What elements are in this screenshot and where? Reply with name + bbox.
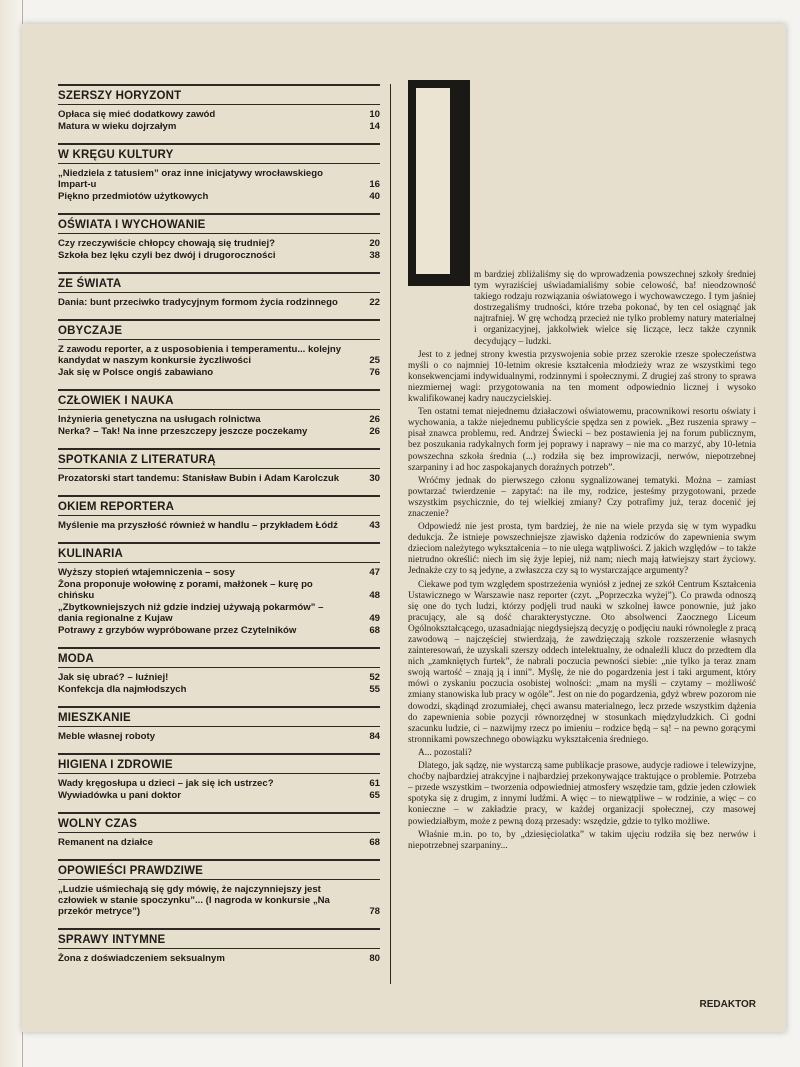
toc-entry-page: 80	[369, 953, 380, 964]
toc-entry	[58, 191, 380, 202]
toc-section	[58, 84, 380, 141]
toc-entry-page: 55	[369, 684, 380, 695]
toc-gap	[58, 849, 380, 857]
drop-cap-inner	[416, 88, 450, 274]
toc-section	[58, 753, 380, 810]
toc-entry-page: 52	[369, 672, 380, 683]
toc-entry-title: Meble własnej roboty	[58, 731, 156, 742]
toc-entry	[58, 884, 380, 917]
toc-section	[58, 213, 380, 270]
toc-entry-title: Żona proponuje wołowinę z porami, małżonek – kurę po chińsku	[58, 579, 313, 601]
toc-entry	[58, 520, 380, 531]
toc-entry	[58, 579, 380, 601]
toc-section-heading: OPOWIEŚCI PRAWDZIWE	[58, 861, 380, 880]
toc-entry-title: Z zawodu reporter, a z usposobienia i temperamentu... kolejny kandydat w naszym konkursie życzliwości	[58, 344, 342, 366]
toc-entry-title: Opłaca się mieć dodatkowy zawód	[58, 109, 216, 120]
toc-section	[58, 272, 380, 317]
toc-entry-title: Piękno przedmiotów użytkowych	[58, 191, 209, 202]
toc-entry-title: Potrawy z grzybów wypróbowane przez Czytelników	[58, 625, 297, 636]
toc-gap	[58, 802, 380, 810]
editorial-paragraph: A... pozostali?	[418, 747, 472, 758]
toc-entry-page: 26	[369, 426, 380, 437]
toc-section-heading: MIESZKANIE	[58, 708, 380, 727]
editorial-text	[408, 270, 756, 852]
editorial-paragraph: Wróćmy jednak do pierwszego członu sygnalizowanej tematyki. Można – zamiast powtarzać twierdzenie – zapytać: na ile my, rodzice, jesteśmy przygotowani, przede wszystkim psychicznie, do tej wielkiej zmiany? Czy potrafimy już, teraz docenić jej znaczenie?	[408, 475, 756, 519]
toc-section-heading: WOLNY CZAS	[58, 814, 380, 833]
editorial-column	[408, 80, 756, 1020]
toc-entry-page: 20	[369, 238, 380, 249]
toc-entry	[58, 238, 380, 249]
toc-entry-page: 40	[369, 191, 380, 202]
toc-gap	[58, 532, 380, 540]
toc-entry-page: 26	[369, 414, 380, 425]
toc-entry	[58, 625, 380, 636]
editorial-paragraph: m bardziej zbliżaliśmy się do wprowadzenia powszechnej szkoły średniej tym wyraziściej uświadamialiśmy sobie celowość, ba! nieodzowność takiego rodzaju rozwiązania oświatowego i wychowawczego. I tym jaśniej dostrzegaliśmy trudności, które trzeba pokonać, by ten cel osiągnąć jak najtrafniej. W grę wchodzą przecież nie tylko problemy natury materialnej i organizacyjnej, jakkolwiek wielce się liczące, lecz także czynnik decydujący – ludzki.	[474, 270, 756, 347]
toc-entry-title: Matura w wieku dojrzałym	[58, 121, 177, 132]
toc-entry-page: 38	[369, 250, 380, 261]
toc-entry-title: Wyższy stopień wtajemniczenia – sosy	[58, 567, 235, 578]
toc-entry	[58, 684, 380, 695]
toc-section	[58, 928, 380, 973]
toc-entry-page: 16	[369, 179, 380, 190]
toc-entry-title: Remanent na działce	[58, 837, 153, 848]
toc-section-heading: W KRĘGU KULTURY	[58, 145, 380, 164]
toc-entry	[58, 953, 380, 964]
toc-section	[58, 542, 380, 645]
toc-entry	[58, 602, 380, 624]
toc-entry-title: Jak się w Polsce ongiś zabawiano	[58, 367, 214, 378]
toc-entry	[58, 731, 380, 742]
toc-section-heading: CZŁOWIEK I NAUKA	[58, 391, 380, 410]
toc-gap	[58, 379, 380, 387]
toc-entry-title: Wywiadówka u pani doktor	[58, 790, 181, 801]
toc-section	[58, 706, 380, 751]
toc-entry-page: 10	[369, 109, 380, 120]
toc-gap	[58, 438, 380, 446]
toc-entry-page: 76	[369, 367, 380, 378]
toc-entry	[58, 367, 380, 378]
toc-entry	[58, 109, 380, 120]
toc-entry-page: 25	[369, 355, 380, 366]
toc-section-heading: SPRAWY INTYMNE	[58, 930, 380, 949]
toc-entry	[58, 672, 380, 683]
toc-gap	[58, 918, 380, 926]
toc-entry-page: 14	[369, 121, 380, 132]
editorial-paragraph: Ciekawe pod tym względem spostrzeżenia wyniósł z jednej ze szkół Centrum Kształcenia Ustawicznego w Warszawie nasz reporter (czyt. „Poprzeczka wyżej”). Co prawda odnoszą się one do tych ludzi, którzy podjęli trud nauki w szkolnej ławce ponownie, już jako pracujący, ale są dość charakterystyczne. Oto absolwenci Zaocznego Liceum Ogólnokształcącego, uzasadniając niegdysiejszą decyzję o podjęciu nauki równolegle z pracą zawodową – najczęściej stwierdzają, że zawdzięczają szkole rozszerzenie własnych zainteresowań, że uzyskali szerszy oddech intelektualny, że odnaleźli klucz do przedtem dla nich „zamkniętych furtek”, że nabrali poczucia pewności siebie: „nie tylko ja teraz znam swoją wartość – znają ją i inni”. Myślę, że nie do pogardzenia jest i taki argument, który mówi o zyskaniu poczucia osobistej wolności: „mam na myśli – czytamy – możliwość zmiany stanowiska lub pracy w ogóle”. Jest on nie do pogardzenia, gdyż wbrew pozorom nie dowodzi, skądinąd zrozumiałej, chęci awansu materialnego, lecz przede wszystkim dążenia do zapewnienia sobie pozycji równorzędnej w stosunkach międzyludzkich. Ci godni szacunku ludzie, ci – nazwijmy rzecz po imieniu – rodzice będą – są! – na pewno gorącymi stronnikami powszechnego obowiązku wykształcenia średniego.	[408, 579, 756, 745]
editorial-paragraph: Jest to z jednej strony kwestia przyswojenia sobie przez szerokie rzesze społeczeństwa myśli o co najmniej 10-letnim okresie kształcenia młodzieży wraz ze wszystkimi tego konsekwencjami indywidualnymi, rodzinnymi i społecznymi. Z drugiej zaś strony to sprawa niezmiernej wagi: przygotowania na ten moment odpowiednio licznej i wysoko kwalifikowanej kadry nauczycielskiej.	[408, 349, 756, 405]
toc-entry	[58, 250, 380, 261]
toc-entry	[58, 121, 380, 132]
toc-entry-title: Inżynieria genetyczna na usługach rolnictwa	[58, 414, 261, 425]
toc-section-heading: KULINARIA	[58, 544, 380, 563]
toc-section-heading: OŚWIATA I WYCHOWANIE	[58, 215, 380, 234]
editorial-paragraph: Właśnie m.in. po to, by „dziesięciolatka” w takim ujęciu rodziła się bez nerwów i niepotrzebnej szarpaniny...	[408, 829, 756, 851]
toc-section-heading: SPOTKANIA Z LITERATURĄ	[58, 450, 380, 469]
table-of-contents	[58, 84, 391, 984]
editorial-paragraph: Ten ostatni temat niejednemu działaczowi oświatowemu, pracownikowi resortu oświaty i wychowania, a także niejednemu publicyście spędza sen z powiek. „Bez ruszenia sprawy – pisał znawca problemu, red. Andrzej Świecki – bez postawienia jej na forum publicznym, bez poszukania radykalnych form jej poprawy i naprawy – nie ma co marzyć, aby 10-letnia powszechna szkoła średnia (...) rodziła się bez improwizacji, nerwów, niepotrzebnej szarpaniny i ad hoc zaspokajanych doraźnych potrzeb”.	[408, 407, 756, 473]
toc-entry	[58, 297, 380, 308]
toc-gap	[58, 133, 380, 141]
toc-entry-page: 48	[369, 590, 380, 601]
editorial-paragraph: Odpowiedź nie jest prosta, tym bardziej, że nie na wiele przyda się w tym wypadku dedukcja. Że istnieje powszechniejsze zjawisko dążenia rodziców do zapewnienia swym dzieciom należytego wykształcenia – to nie ulega wątpliwości. Z jakich względów – to także nietrudno określić: niech im się żyje lepiej, niż nam; niech mają łatwiejszy start życiowy. Jednakże czy to są jedyne, a zwłaszcza czy są to wystarczające argumenty?	[408, 522, 756, 577]
toc-gap	[58, 965, 380, 973]
editorial-signature: REDAKTOR	[699, 998, 756, 1010]
toc-section	[58, 389, 380, 446]
toc-entry-title: Żona z doświadczeniem seksualnym	[58, 953, 225, 964]
toc-entry-page: 61	[369, 778, 380, 789]
toc-section	[58, 319, 380, 387]
toc-gap	[58, 309, 380, 317]
toc-gap	[58, 696, 380, 704]
toc-section-heading: OKIEM REPORTERA	[58, 497, 380, 516]
toc-gap	[58, 743, 380, 751]
toc-entry	[58, 414, 380, 425]
toc-entry	[58, 790, 380, 801]
magazine-page	[22, 24, 786, 1032]
toc-gap	[58, 203, 380, 211]
toc-entry-title: Wady kręgosłupa u dzieci – jak się ich ustrzec?	[58, 778, 274, 789]
toc-entry-title: Jak się ubrać? – luźniej!	[58, 672, 169, 683]
toc-entry-page: 22	[369, 297, 380, 308]
toc-entry-title: Czy rzeczywiście chłopcy chowają się trudniej?	[58, 238, 276, 249]
toc-entry-title: Konfekcja dla najmłodszych	[58, 684, 187, 695]
toc-entry-page: 68	[369, 625, 380, 636]
toc-section	[58, 495, 380, 540]
toc-section-heading: SZERSZY HORYZONT	[58, 86, 380, 105]
toc-entry-title: Dania: bunt przeciwko tradycyjnym formom życia rodzinnego	[58, 297, 338, 308]
toc-entry	[58, 473, 380, 484]
toc-section-heading: ZE ŚWIATA	[58, 274, 380, 293]
toc-section	[58, 859, 380, 926]
toc-entry-title: „Niedziela z tatusiem” oraz inne inicjatywy wrocławskiego Impart-u	[58, 168, 323, 190]
toc-entry-title: „Ludzie uśmiechają się gdy mówię, że najczynniejszy jest człowiek w stanie spoczynku”... (I nagroda w konkursie „Na przekór metryce”)	[58, 884, 330, 917]
toc-entry	[58, 567, 380, 578]
toc-entry-page: 78	[369, 906, 380, 917]
toc-entry-page: 84	[369, 731, 380, 742]
toc-entry-title: Myślenie ma przyszłość również w handlu – przykładem Łódź	[58, 520, 338, 531]
toc-entry-page: 49	[369, 613, 380, 624]
toc-entry	[58, 344, 380, 366]
toc-gap	[58, 485, 380, 493]
toc-entry	[58, 426, 380, 437]
toc-entry-page: 47	[369, 567, 380, 578]
toc-section-heading: HIGIENA I ZDROWIE	[58, 755, 380, 774]
toc-entry-title: Nerka? – Tak! Na inne przeszczepy jeszcze poczekamy	[58, 426, 308, 437]
toc-entry-page: 65	[369, 790, 380, 801]
toc-entry-title: Prozatorski start tandemu: Stanisław Bubin i Adam Karolczuk	[58, 473, 340, 484]
toc-section	[58, 812, 380, 857]
toc-section	[58, 143, 380, 211]
toc-entry-title: „Zbytkowniejszych niż gdzie indziej używają pokarmów” – dania regionalne z Kujaw	[58, 602, 324, 624]
toc-section-heading: OBYCZAJE	[58, 321, 380, 340]
toc-entry	[58, 778, 380, 789]
toc-section	[58, 647, 380, 704]
toc-entry	[58, 837, 380, 848]
toc-entry-page: 43	[369, 520, 380, 531]
toc-entry-page: 30	[369, 473, 380, 484]
toc-entry	[58, 168, 380, 190]
toc-gap	[58, 262, 380, 270]
toc-entry-page: 68	[369, 837, 380, 848]
toc-section-heading: MODA	[58, 649, 380, 668]
toc-entry-title: Szkoła bez lęku czyli bez dwój i drugoroczności	[58, 250, 276, 261]
toc-gap	[58, 637, 380, 645]
toc-section	[58, 448, 380, 493]
adjacent-page-edge	[0, 0, 23, 1067]
editorial-paragraph: Dlatego, jak sądzę, nie wystarczą same publikacje prasowe, audycje radiowe i telewizyjne, choćby najbardziej atrakcyjne i najbardziej przekonywające traktujące o problemie. Potrzeba – przede wszystkim – tworzenia odpowiedniej atmosfery wszędzie tam, gdzie jeden człowiek spotyka się z drugim, z innymi ludźmi. A więc – to niewątpliwe – w rodzinie, a więc – co konieczne – w zakładzie pracy, w każdej organizacji społecznej, czy masowej powiedziałbym, może z pewną dozą przesady: wszędzie, gdzie to tylko możliwe.	[408, 761, 756, 827]
drop-cap-letter	[408, 80, 470, 286]
